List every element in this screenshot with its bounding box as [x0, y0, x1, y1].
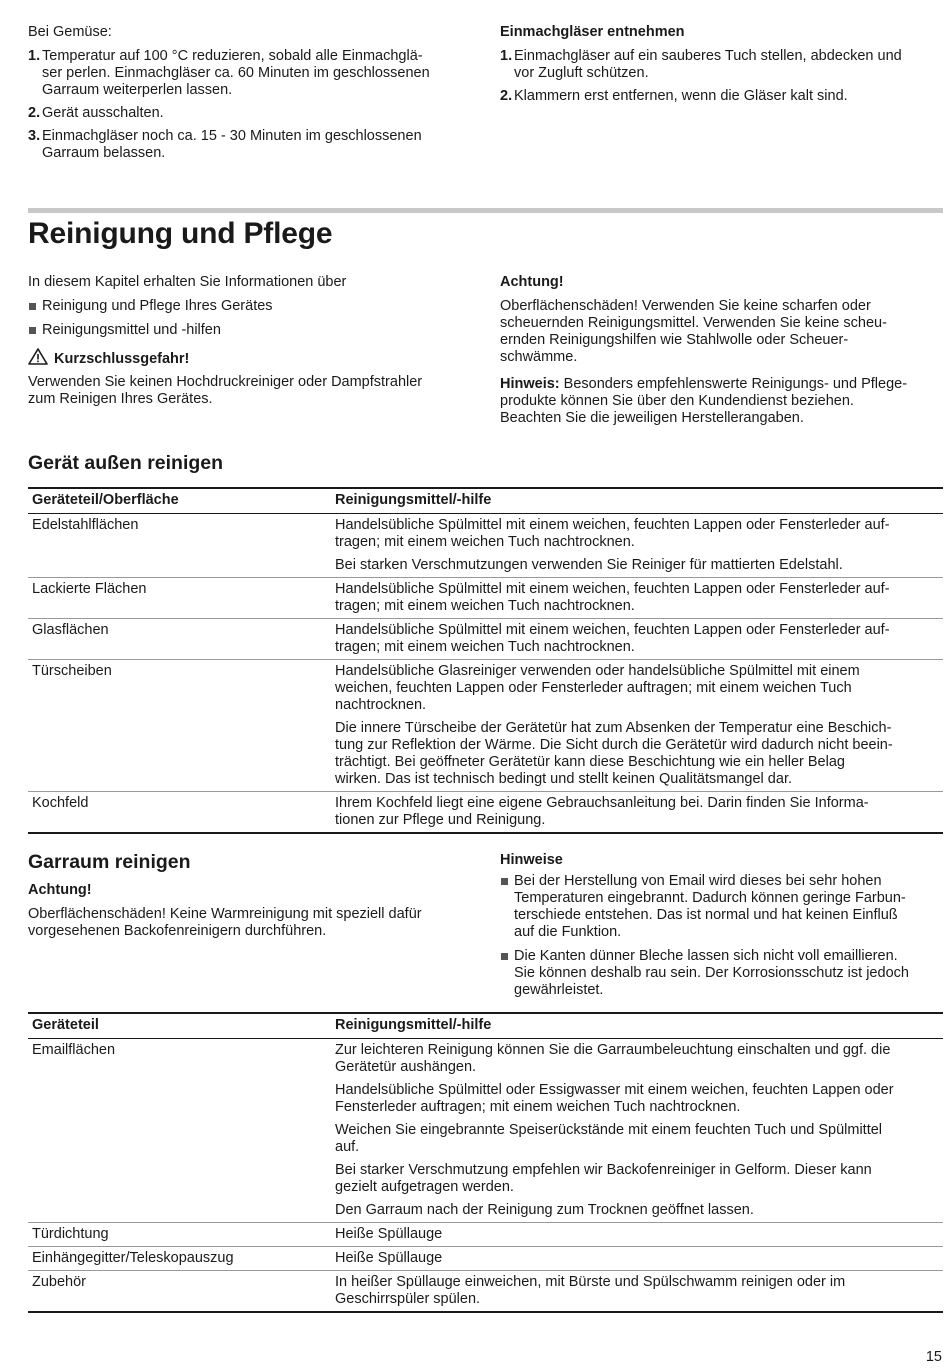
step-number: 3.	[28, 128, 41, 144]
table-row	[28, 578, 943, 619]
remove-jars-steps	[500, 48, 943, 105]
outside-heading: Gerät außen reinigen	[28, 452, 224, 474]
oven-caution-text: Oberflächenschäden! Keine Warmreinigung mit speziell dafür vorgesehenen Backofenreinigern durchführen.	[28, 906, 422, 939]
table-header-row	[28, 488, 943, 514]
step-text: Klammern erst entfernen, wenn die Gläser kalt sind.	[514, 88, 848, 104]
step-number: 2.	[500, 88, 513, 104]
warning-triangle-icon	[28, 348, 48, 365]
step-number: 1.	[28, 48, 41, 64]
table-row	[28, 1271, 943, 1313]
vegetables-step	[28, 105, 468, 122]
vegetables-block	[28, 24, 468, 168]
remove-jars-step	[500, 48, 943, 82]
vegetables-step	[28, 48, 468, 99]
caution-block	[500, 274, 943, 427]
part-cell: Türdichtung	[28, 1223, 331, 1247]
oven-hint-text: Bei der Herstellung von Email wird dieses bei sehr hohen Temperaturen eingebrannt. Dadurch können geringe Farbun- terschiede entstehen. Das ist normal und hat keinen Einfluß auf die Funktion.	[514, 873, 906, 940]
step-number: 1.	[500, 48, 513, 64]
agent-text: Ihrem Kochfeld liegt eine eigene Gebrauchsanleitung bei. Darin finden Sie Informa- tionen zur Pflege und Reinigung.	[335, 795, 869, 828]
oven-hint-text: Die Kanten dünner Bleche lassen sich nicht voll emaillieren. Sie können deshalb rau sein. Der Korrosionsschutz ist jedoch gewährleistet.	[514, 948, 909, 998]
step-text: Einmachgläser noch ca. 15 - 30 Minuten im geschlossenen Garraum belassen.	[42, 128, 422, 161]
agent-text: Bei starken Verschmutzungen verwenden Sie Reiniger für mattierten Edelstahl.	[335, 557, 843, 573]
agent-text: Heiße Spüllauge	[335, 1250, 443, 1266]
vegetables-steps	[28, 48, 468, 162]
oven-hint-item	[500, 948, 943, 999]
agent-text: Weichen Sie eingebrannte Speiserückstände mit einem feuchten Tuch und Spülmittel auf.	[335, 1122, 883, 1155]
agent-text: Handelsübliche Spülmittel mit einem weichen, feuchten Lappen oder Fensterleder auf- tragen; mit einem weichen Tuch nachtrocknen.	[335, 581, 890, 614]
hint-paragraph	[500, 376, 943, 427]
bullet-square-icon	[501, 878, 508, 885]
agent-text: Handelsübliche Glasreiniger verwenden oder handelsübliche Spülmittel mit einem weichen, feuchten Lappen oder Fensterleder auftragen; mit einem weichen Tuch nachtrocknen.	[335, 663, 860, 713]
part-cell: Einhängegitter/Teleskopauszug	[28, 1247, 331, 1271]
oven-caution-label: Achtung!	[28, 882, 92, 898]
danger-text: Verwenden Sie keinen Hochdruckreiniger oder Dampfstrahler zum Reinigen Ihres Gerätes.	[28, 374, 423, 407]
column-header-agent: Reinigungsmittel/-hilfe	[331, 1013, 943, 1039]
table-row	[28, 619, 943, 660]
agent-text: Bei starker Verschmutzung empfehlen wir Backofenreiniger in Gelform. Dieser kann gezielt aufgetragen werden.	[335, 1162, 872, 1195]
part-cell: Kochfeld	[28, 792, 331, 834]
intro-bullet-text: Reinigung und Pflege Ihres Gerätes	[42, 298, 273, 314]
agent-text: Heiße Spüllauge	[335, 1226, 443, 1242]
bullet-square-icon	[29, 327, 36, 334]
table-row	[28, 514, 943, 578]
oven-hints-label: Hinweise	[500, 852, 563, 868]
agent-text: Den Garraum nach der Reinigung zum Trocknen geöffnet lassen.	[335, 1202, 754, 1218]
agent-cell	[331, 1271, 943, 1313]
part-cell: Zubehör	[28, 1271, 331, 1313]
column-header-part: Geräteteil/Oberfläche	[28, 488, 331, 514]
agent-text: Handelsübliche Spülmittel mit einem weichen, feuchten Lappen oder Fensterleder auf- tragen; mit einem weichen Tuch nachtrocknen.	[335, 622, 890, 655]
table-header-row	[28, 1013, 943, 1039]
column-header-agent: Reinigungsmittel/-hilfe	[331, 488, 943, 514]
part-cell: Glasflächen	[28, 619, 331, 660]
section-title: Reinigung und Pflege	[28, 217, 333, 250]
caution-label: Achtung!	[500, 274, 564, 290]
table-row	[28, 792, 943, 834]
agent-text: Handelsübliche Spülmittel oder Essigwasser mit einem weichen, feuchten Lappen oder Fensterleder auftragen; mit einem weichen Tuch nachtrocknen.	[335, 1082, 894, 1115]
agent-cell	[331, 1039, 943, 1223]
agent-cell	[331, 1223, 943, 1247]
oven-hints-block	[500, 852, 943, 1006]
danger-heading	[28, 348, 468, 368]
step-text: Temperatur auf 100 °C reduzieren, sobald alle Einmachglä- ser perlen. Einmachgläser ca. 60 Minuten im geschlossenen Garraum weiterperlen lassen.	[42, 48, 430, 98]
part-cell: Emailflächen	[28, 1039, 331, 1223]
agent-cell	[331, 1247, 943, 1271]
section-rule	[28, 208, 943, 213]
oven-heading: Garraum reinigen	[28, 851, 191, 873]
remove-jars-heading: Einmachgläser entnehmen	[500, 24, 685, 40]
vegetables-step	[28, 128, 468, 162]
table-row	[28, 660, 943, 792]
oven-cleaning-table	[28, 1012, 943, 1313]
agent-text: In heißer Spüllauge einweichen, mit Bürste und Spülschwamm reinigen oder im Geschirrspüler spülen.	[335, 1274, 846, 1307]
vegetables-intro: Bei Gemüse:	[28, 24, 112, 40]
agent-cell	[331, 619, 943, 660]
oven-hint-item	[500, 873, 943, 941]
table-row	[28, 1247, 943, 1271]
caution-text: Oberflächenschäden! Verwenden Sie keine scharfen oder scheuernden Reinigungsmittel. Verwenden Sie keine scheu- ernden Reinigungshilfen wie Stahlwolle oder Scheuer- schwämme.	[500, 298, 887, 365]
hint-label: Hinweis:	[500, 376, 560, 392]
table-row	[28, 1223, 943, 1247]
agent-text: Zur leichteren Reinigung können Sie die Garraumbeleuchtung einschalten und ggf. die Gerätetür aushängen.	[335, 1042, 891, 1075]
step-text: Gerät ausschalten.	[42, 105, 164, 121]
agent-cell	[331, 514, 943, 578]
part-cell: Lackierte Flächen	[28, 578, 331, 619]
oven-hints-list	[500, 873, 943, 999]
intro-bullet-item	[28, 298, 468, 315]
page-number: 15	[925, 1349, 942, 1365]
intro-text: In diesem Kapitel erhalten Sie Informationen über	[28, 274, 347, 290]
agent-cell	[331, 660, 943, 792]
agent-cell	[331, 578, 943, 619]
intro-block	[28, 274, 468, 408]
remove-jars-step	[500, 88, 943, 105]
column-header-part: Geräteteil	[28, 1013, 331, 1039]
intro-bullet-item	[28, 322, 468, 339]
intro-bullet-text: Reinigungsmittel und -hilfen	[42, 322, 221, 338]
hint-text: Besonders empfehlenswerte Reinigungs- und Pflege- produkte können Sie über den Kundendienst beziehen. Beachten Sie die jeweiligen Herstellerangaben.	[500, 376, 908, 426]
agent-cell	[331, 792, 943, 834]
part-cell: Türscheiben	[28, 660, 331, 792]
oven-cleaning-block	[28, 851, 468, 940]
intro-bullets	[28, 298, 468, 339]
bullet-square-icon	[29, 303, 36, 310]
outside-cleaning-table	[28, 487, 943, 834]
step-number: 2.	[28, 105, 41, 121]
danger-label: Kurzschlussgefahr!	[54, 351, 190, 367]
agent-text: Handelsübliche Spülmittel mit einem weichen, feuchten Lappen oder Fensterleder auf- tragen; mit einem weichen Tuch nachtrocknen.	[335, 517, 890, 550]
bullet-square-icon	[501, 953, 508, 960]
step-text: Einmachgläser auf ein sauberes Tuch stellen, abdecken und vor Zugluft schützen.	[514, 48, 902, 81]
agent-text: Die innere Türscheibe der Gerätetür hat zum Absenken der Temperatur eine Beschich- tung zur Reflektion der Wärme. Die Sicht durch die Gerätetür wird dadurch nicht beein- trächtigt. Bei geöffneter Gerätetür kann diese Beschichtung wie ein heller Belag wirken. Das ist technisch bedingt und stellt keinen Qualitätsmangel dar.	[335, 720, 893, 787]
part-cell: Edelstahlflächen	[28, 514, 331, 578]
table-row	[28, 1039, 943, 1223]
remove-jars-block	[500, 24, 943, 111]
